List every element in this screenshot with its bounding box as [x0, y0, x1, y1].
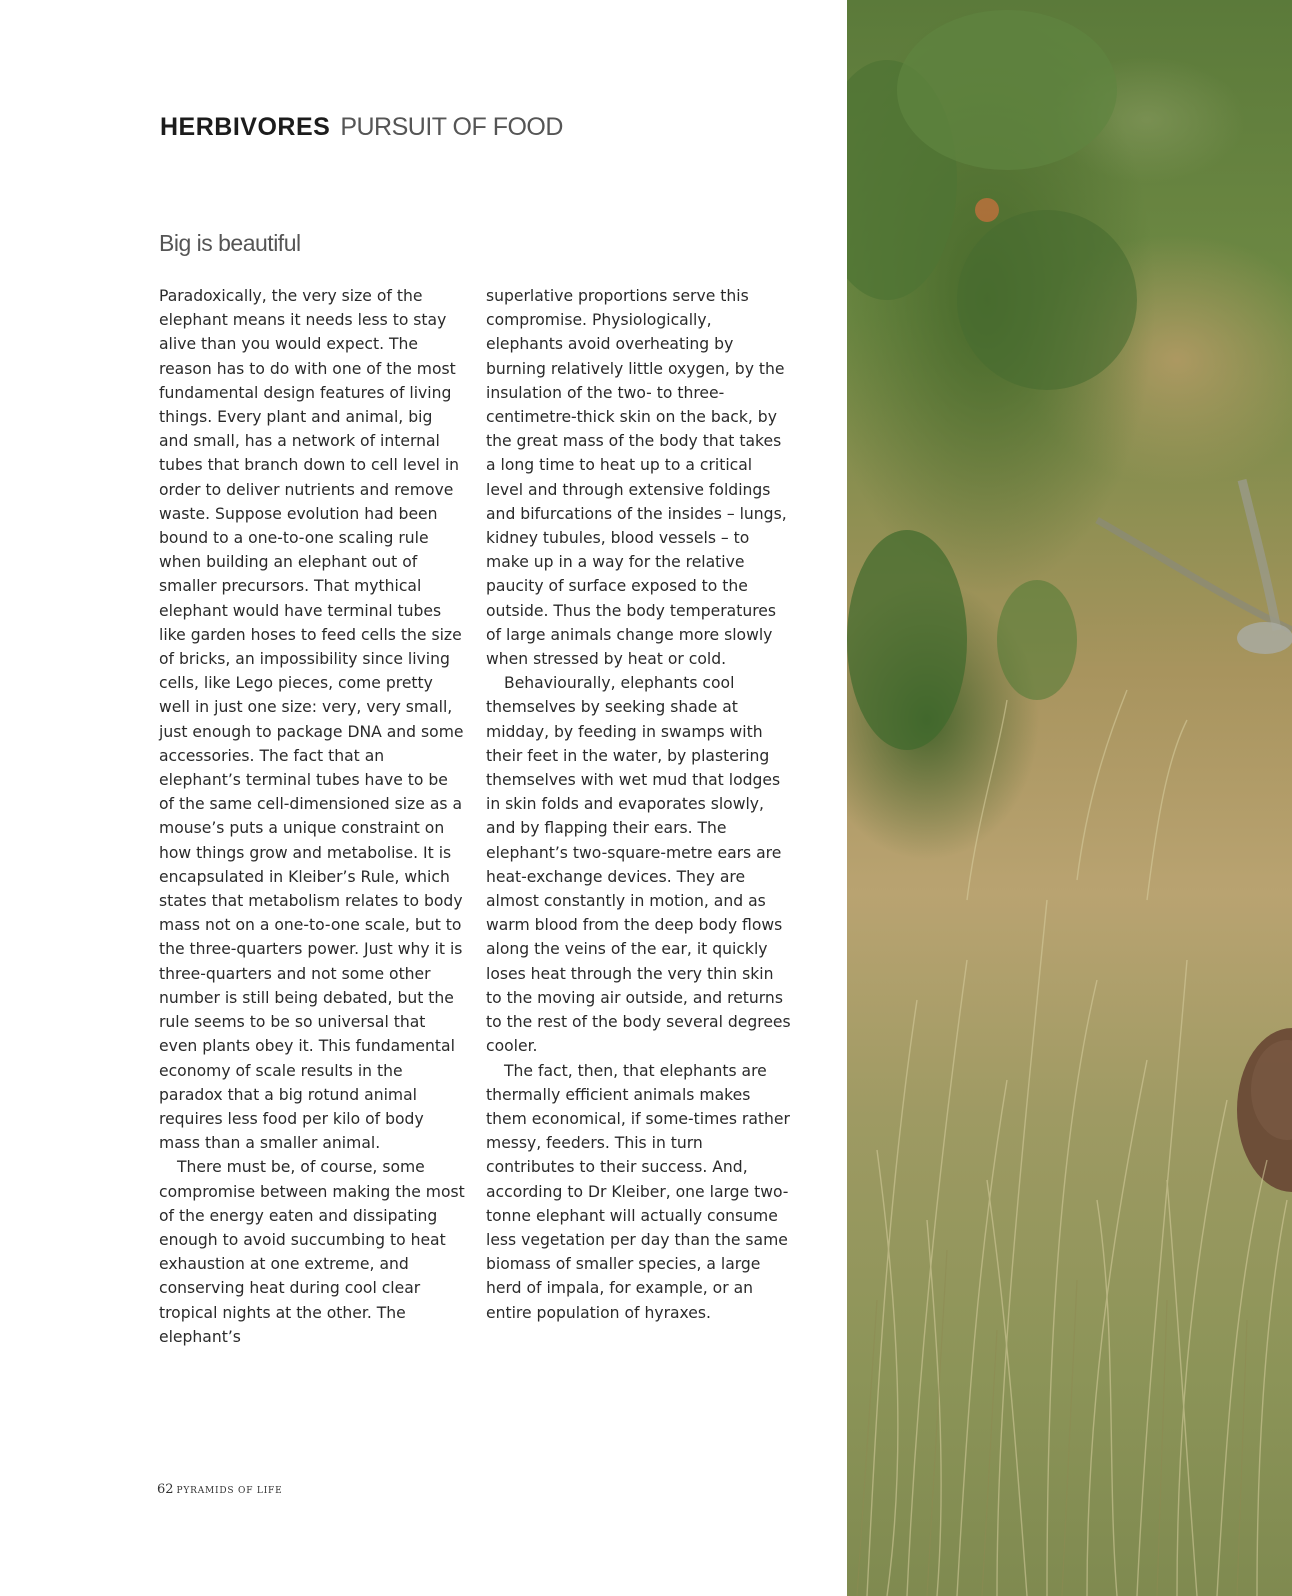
paragraph: There must be, of course, some compromise between making the most of the energy eaten and dissipating enough to avoid succumbing to heat exhaustion at one extreme, and conserving heat during cool clear tropical nights at the other. The elephant’s	[159, 1158, 465, 1346]
section-title: HERBIVORES	[160, 113, 331, 141]
savanna-photo	[847, 0, 1292, 1596]
paragraph: The fact, then, that elephants are thermally efficient animals makes them economical, if some-times rather messy, feeders. This in turn contributes to their success. And, according to Dr Kleiber, one large two-tonne elephant will actually consume less vegetation per day than the same biomass of smaller species, a large herd of impala, for example, or an entire population of hyraxes.	[486, 1061, 790, 1322]
savanna-grass-photo-icon	[847, 0, 1292, 1596]
section-header	[160, 112, 563, 142]
article-subhead: Big is beautiful	[159, 230, 301, 256]
publication-name: PYRAMIDS OF LIFE	[176, 1486, 283, 1496]
section-topic: PURSUIT OF FOOD	[340, 113, 563, 141]
page-footer	[157, 1482, 282, 1497]
dry-grass-icon	[857, 1250, 1247, 1596]
paragraph: superlative proportions serve this compromise. Physiologically, elephants avoid overheating by burning relatively little oxygen, by the insulation of the two- to three-centimetre-thick skin on the back, by the great mass of the body that takes a long time to heat up to a critical level and through extensive foldings and bifurcations of the insides – lungs, kidney tubules, blood vessels – to make up in a way for the relative paucity of surface exposed to the outside. Thus the body temperatures of large animals change more slowly when stressed by heat or cold.	[486, 287, 787, 669]
foliage-icon	[847, 10, 1137, 750]
text-column-left	[159, 284, 465, 1349]
paragraph: Paradoxically, the very size of the elephant means it needs less to stay alive than you would expect. The reason has to do with one of the most fundamental design features of living things. Every plant and animal, big and small, has a network of internal tubes that branch down to cell level in order to deliver nutrients and remove waste. Suppose evolution had been bound to a one-to-one scaling rule when building an elephant out of smaller precursors. That mythical elephant would have terminal tubes like garden hoses to feed cells the size of bricks, an impossibility since living cells, like Lego pieces, come pretty well in just one size: very, very small, just enough to package DNA and some accessories. The fact that an elephant’s terminal tubes have to be of the same cell-dimensioned size as a mouse’s puts a unique constraint on how things grow and metabolise. It is encapsulated in Kleiber’s Rule, which states that metabolism relates to body mass not on a one-to-one scale, but to the three-quarters power. Just why it is three-quarters and not some other number is still being debated, but the rule seems to be so universal that even plants obey it. This fundamental economy of scale results in the paradox that a big rotund animal requires less food per kilo of body mass than a smaller animal.	[159, 287, 464, 1153]
page-number: 62	[157, 1482, 174, 1497]
text-column-right	[486, 284, 792, 1325]
paragraph: Behaviourally, elephants cool themselves by seeking shade at midday, by feeding in swamps with their feet in the water, by plastering themselves with wet mud that lodges in skin folds and evaporates slowly, and by flapping their ears. The elephant’s two-square-metre ears are heat-exchange devices. They are almost constantly in motion, and as warm blood from the deep body flows along the veins of the ear, it quickly loses heat through the very thin skin to the moving air outside, and returns to the rest of the body several degrees cooler.	[486, 674, 791, 1056]
grass-icon	[867, 690, 1287, 1596]
tree-branch-icon	[1097, 480, 1292, 654]
